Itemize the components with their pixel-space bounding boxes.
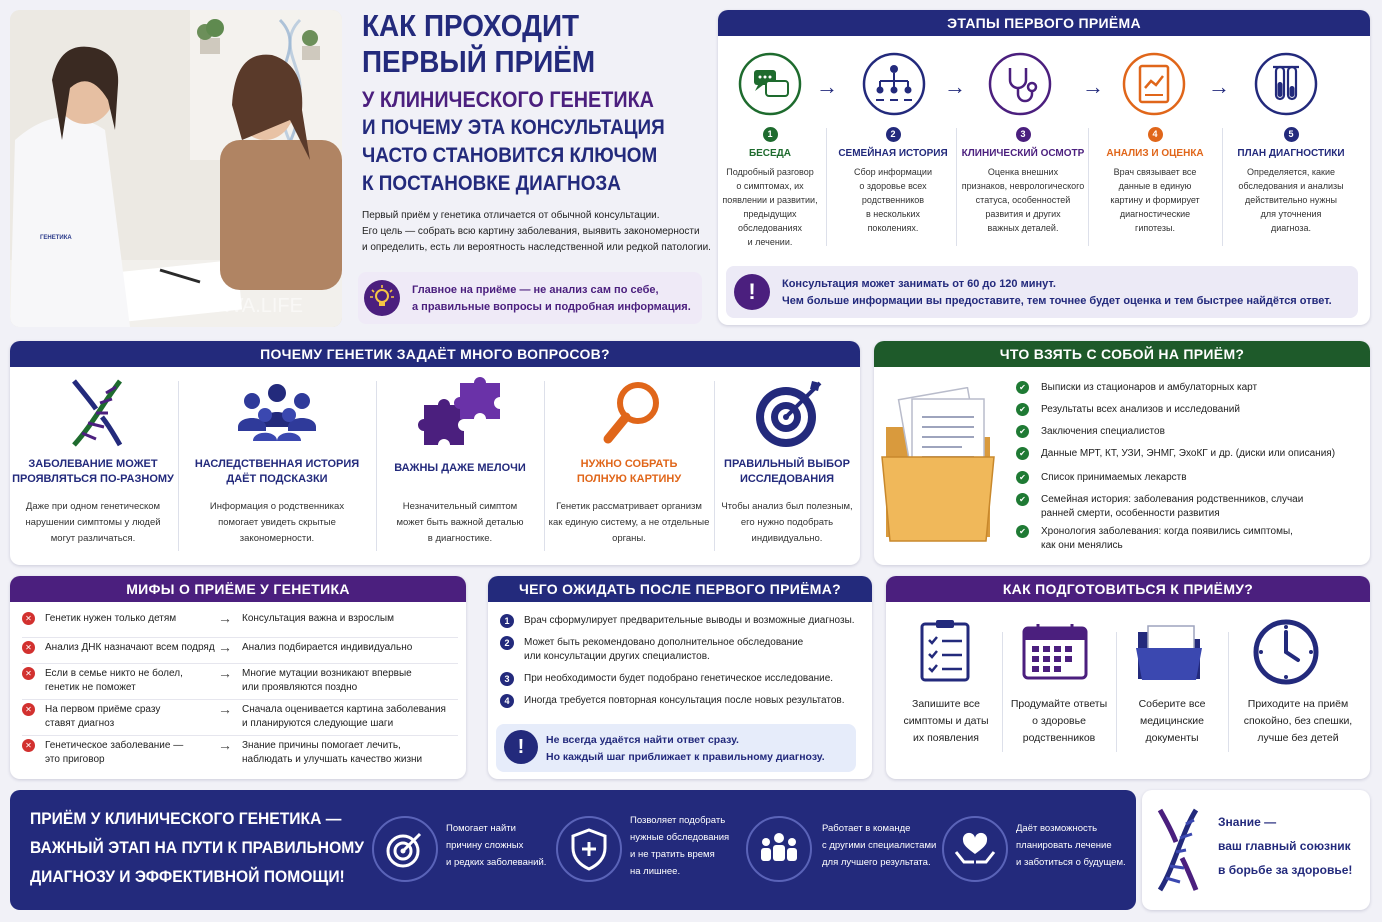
- myth-row: ✕ На первом приёме сразу ставят диагноз → Сначала оценивается картина заболевания и планируются следующие шаги: [22, 700, 458, 736]
- dna-icon: [62, 375, 132, 451]
- cross-icon: ✕: [22, 739, 35, 752]
- team-icon: [746, 816, 812, 882]
- why-title: НУЖНО СОБРАТЬ ПОЛНУЮ КАРТИНУ: [576, 458, 682, 485]
- stage-desc: Определяется, какие обследования и анализы действительно нужны для уточнения диагноза.: [1238, 167, 1344, 233]
- hero-subtitle: У КЛИНИЧЕСКОГО ГЕНЕТИКА И ПОЧЕМУ ЭТА КОНСУЛЬТАЦИЯ ЧАСТО СТАНОВИТСЯ КЛЮЧОМ К ПОСТАНОВКЕ ДИАГНОЗА: [362, 87, 665, 195]
- target-icon: [752, 375, 828, 451]
- document-folder-icon: [878, 387, 998, 547]
- myth-row: ✕ Генетическое заболевание — это приговор → Знание причины помогает лечить, наблюдать и улучшать качество жизни: [22, 736, 458, 772]
- note-line: Но каждый шаг приближает к правильному диагнозу.: [546, 751, 825, 763]
- why-title: ПРАВИЛЬНЫЙ ВЫБОР ИССЛЕДОВАНИЯ: [724, 458, 850, 485]
- check-icon: ✔: [1016, 471, 1029, 484]
- arrow-right-icon: →: [1208, 74, 1230, 99]
- checklist-icon: [916, 618, 976, 682]
- why-title: НАСЛЕДСТВЕННАЯ ИСТОРИЯ ДАЁТ ПОДСКАЗКИ: [194, 458, 360, 485]
- stage-number: 1: [763, 127, 778, 142]
- arrow-right-icon: →: [218, 665, 232, 681]
- why-desc: Даже при одном генетическом нарушении симптомы у людей могут различаться.: [25, 501, 161, 544]
- footer-item-text: с другими специалистами: [822, 840, 937, 851]
- check-icon: ✔: [1016, 403, 1029, 416]
- myths-header: МИФЫ О ПРИЁМЕ У ГЕНЕТИКА: [10, 576, 466, 602]
- footer-item-text: Даёт возможность: [1016, 823, 1098, 834]
- calendar-icon: [1020, 620, 1090, 682]
- footer-item-text: причину сложных: [446, 840, 524, 851]
- hero-text: [362, 8, 712, 256]
- footer-item-text: на лишнее.: [630, 866, 681, 877]
- why-card: [10, 341, 860, 565]
- arrow-right-icon: →: [218, 701, 232, 717]
- check-icon: ✔: [1016, 425, 1029, 438]
- note-line: Консультация может занимать от 60 до 120 минут.: [782, 278, 1056, 290]
- cross-icon: ✕: [22, 703, 35, 716]
- tip-line: Главное на приёме — не анализ сам по себе,: [412, 284, 659, 296]
- watermark: INVA.LIFE: [210, 295, 303, 317]
- prepare-desc: Запишите все симптомы и даты их появления: [903, 698, 989, 744]
- doctor-patient-illustration: [10, 10, 342, 327]
- myth-row: ✕ Генетик нужен только детям → Консультация важна и взрослым: [22, 612, 458, 638]
- footer-item-text: и заботиться о будущем.: [1016, 857, 1126, 868]
- arrow-right-icon: →: [944, 74, 966, 99]
- footer-title: ПРИЁМ У КЛИНИЧЕСКОГО ГЕНЕТИКА — ВАЖНЫЙ ЭТАП НА ПУТИ К ПРАВИЛЬНОМУ ДИАГНОЗУ И ЭФФЕКТИВНОЙ ПОМОЩИ!: [30, 809, 365, 886]
- bring-header: ЧТО ВЗЯТЬ С СОБОЙ НА ПРИЁМ?: [874, 341, 1370, 367]
- footer-item-text: нужные обследования: [630, 832, 730, 843]
- stages-note: [726, 266, 1358, 318]
- list-item: ✔ Выписки из стационаров и амбулаторных карт: [1016, 381, 1366, 403]
- stage-title: ПЛАН ДИАГНОСТИКИ: [1237, 148, 1345, 159]
- heart-hands-icon: [942, 816, 1008, 882]
- cross-icon: ✕: [22, 667, 35, 680]
- badge-label: ГЕНЕТИКА: [40, 235, 72, 241]
- after-card: [488, 576, 872, 779]
- exclamation-icon: !: [504, 730, 538, 764]
- after-header: ЧЕГО ОЖИДАТЬ ПОСЛЕ ПЕРВОГО ПРИЁМА?: [488, 576, 872, 602]
- why-desc: Чтобы анализ был полезным, его нужно подобрать индивидуально.: [721, 501, 853, 544]
- prepare-card: [886, 576, 1370, 779]
- magnifier-icon: [600, 377, 666, 447]
- footer-banner: [10, 790, 1136, 910]
- cross-icon: ✕: [22, 612, 35, 625]
- check-icon: ✔: [1016, 447, 1029, 460]
- arrow-right-icon: →: [218, 737, 232, 753]
- stages-header: ЭТАПЫ ПЕРВОГО ПРИЁМА: [718, 10, 1370, 36]
- bring-card: [874, 341, 1370, 565]
- why-title: ЗАБОЛЕВАНИЕ МОЖЕТ ПРОЯВЛЯТЬСЯ ПО-РАЗНОМУ: [12, 458, 174, 485]
- footer-item-text: и не тратить время: [630, 849, 715, 860]
- analysis-report-icon: [1122, 52, 1186, 116]
- exclamation-icon: !: [734, 274, 770, 310]
- footer-slogan-card: [1142, 790, 1370, 910]
- dna-icon: [1150, 802, 1206, 898]
- arrow-right-icon: →: [218, 610, 232, 626]
- why-desc: Информация о родственниках помогает увидеть скрытые закономерности.: [209, 501, 345, 544]
- list-item: 4 Иногда требуется повторная консультация после новых результатов.: [500, 694, 868, 716]
- hero-tip-box: [358, 272, 702, 324]
- why-title: ВАЖНЫ ДАЖЕ МЕЛОЧИ: [394, 462, 526, 474]
- slogan-line: в борьбе за здоровье!: [1218, 863, 1353, 877]
- shield-icon: [556, 816, 622, 882]
- stage-desc: Подробный разговор о симптомах, их появлении и развитии, предыдущих обследованиях и лечении.: [722, 167, 818, 247]
- family-tree-icon: [862, 52, 926, 116]
- hero-intro: Первый приём у генетика отличается от обычной консультации. Его цель — собрать всю картину заболевания, выявить закономерности и определить, есть ли вероятность наследственной или редкой патологии.: [362, 210, 711, 253]
- stage-title: АНАЛИЗ И ОЦЕНКА: [1106, 148, 1204, 159]
- list-item: ✔ Результаты всех анализов и исследований: [1016, 403, 1366, 425]
- stage-number: 3: [1016, 127, 1031, 142]
- footer-item-text: для лучшего результата.: [822, 857, 931, 868]
- hero-photo: [10, 10, 342, 327]
- slogan-line: Знание —: [1218, 815, 1277, 829]
- stage-title: СЕМЕЙНАЯ ИСТОРИЯ: [838, 148, 948, 159]
- test-tubes-icon: [1254, 52, 1318, 116]
- puzzle-icon: [414, 375, 506, 451]
- clock-icon: [1252, 618, 1320, 686]
- stages-card: [718, 10, 1370, 325]
- arrow-right-icon: →: [816, 74, 838, 99]
- stage-number: 4: [1148, 127, 1163, 142]
- stage-desc: Врач связывает все данные в единую картину и формирует диагностические гипотезы.: [1110, 167, 1200, 233]
- stage-desc: Сбор информации о здоровье всех родственников в нескольких поколениях.: [854, 167, 932, 233]
- tip-line: а правильные вопросы и подробная информация.: [412, 301, 691, 313]
- footer-item-text: планировать лечение: [1016, 840, 1112, 851]
- bring-list: [1016, 381, 1366, 555]
- prepare-header: КАК ПОДГОТОВИТЬСЯ К ПРИЁМУ?: [886, 576, 1370, 602]
- list-item: ✔ Семейная история: заболевания родственников, случаи ранней смерти, особенности развития: [1016, 493, 1366, 525]
- cross-icon: ✕: [22, 641, 35, 654]
- list-item: 3 При необходимости будет подобрано генетическое исследование.: [500, 672, 868, 694]
- arrow-right-icon: →: [1082, 74, 1104, 99]
- chat-bubbles-icon: [738, 52, 802, 116]
- check-icon: ✔: [1016, 525, 1029, 538]
- list-item: ✔ Данные МРТ, КТ, УЗИ, ЭНМГ, ЭхоКГ и др. (диски или описания): [1016, 447, 1366, 471]
- prepare-desc: Продумайте ответы о здоровье родственников: [1010, 698, 1108, 744]
- hero-title: КАК ПРОХОДИТ ПЕРВЫЙ ПРИЁМ: [362, 8, 596, 79]
- stage-title: КЛИНИЧЕСКИЙ ОСМОТР: [961, 148, 1085, 159]
- slogan-line: ваш главный союзник: [1218, 839, 1351, 853]
- stage-number: 2: [886, 127, 901, 142]
- arrow-right-icon: →: [218, 639, 232, 655]
- family-group-icon: [232, 381, 322, 445]
- list-item: 2 Может быть рекомендовано дополнительное обследование или консультации других специалистов.: [500, 636, 868, 672]
- stage-desc: Оценка внешних признаков, неврологического статуса, особенностей развития и других важных деталей.: [961, 167, 1085, 233]
- list-item: ✔ Заключения специалистов: [1016, 425, 1366, 447]
- prepare-desc: Приходите на приём спокойно, без спешки, лучше без детей: [1243, 698, 1353, 744]
- check-icon: ✔: [1016, 493, 1029, 506]
- note-line: Чем больше информации вы предоставите, тем точнее будет оценка и тем быстрее найдётся ответ.: [782, 295, 1332, 307]
- list-item: ✔ Хронология заболевания: когда появились симптомы, как они менялись: [1016, 525, 1366, 555]
- footer-item-text: Позволяет подобрать: [630, 815, 726, 826]
- stage-number: 5: [1284, 127, 1299, 142]
- check-icon: ✔: [1016, 381, 1029, 394]
- note-line: Не всегда удаётся найти ответ сразу.: [546, 734, 739, 746]
- myth-row: ✕ Анализ ДНК назначают всем подряд → Анализ подбирается индивидуально: [22, 638, 458, 664]
- folder-icon: [1134, 622, 1204, 682]
- list-item: 1 Врач сформулирует предварительные выводы и возможные диагнозы.: [500, 614, 868, 636]
- why-header: ПОЧЕМУ ГЕНЕТИК ЗАДАЁТ МНОГО ВОПРОСОВ?: [10, 341, 860, 367]
- footer-item-text: Работает в команде: [822, 823, 911, 834]
- why-desc: Незначительный симптом может быть важной деталью в диагностике.: [396, 501, 524, 544]
- target-icon: [372, 816, 438, 882]
- stethoscope-icon: [988, 52, 1052, 116]
- footer-item-text: и редких заболеваний.: [446, 857, 547, 868]
- stage-title: БЕСЕДА: [748, 148, 792, 159]
- prepare-desc: Соберите все медицинские документы: [1138, 698, 1206, 744]
- after-note: [496, 724, 856, 772]
- myths-card: [10, 576, 466, 779]
- footer-item-text: Помогает найти: [446, 823, 516, 834]
- why-desc: Генетик рассматривает организм как единую систему, а не отдельные органы.: [548, 501, 710, 544]
- myth-row: ✕ Если в семье никто не болел, генетик не поможет → Многие мутации возникают впервые или проявляются поздно: [22, 664, 458, 700]
- lightbulb-icon: [364, 280, 400, 316]
- list-item: ✔ Список принимаемых лекарств: [1016, 471, 1366, 493]
